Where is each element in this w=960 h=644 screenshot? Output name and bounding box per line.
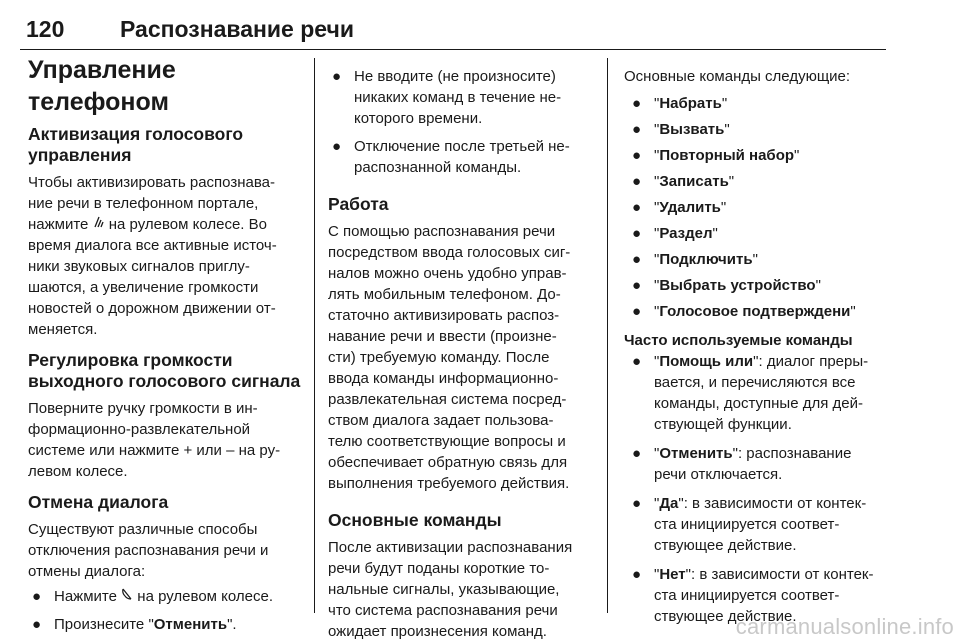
section-title-operation: Работа xyxy=(328,194,389,214)
text-line: ввода команды информационно- xyxy=(328,370,559,387)
command-name: Да xyxy=(659,495,679,512)
text-line: системе или нажмите + или – на ру- xyxy=(28,442,281,459)
text: ". xyxy=(227,616,237,633)
command-item: ● "Да": в зависимости от контек- ста инициируется соответ- ствующее действие. xyxy=(632,495,867,554)
bullet: ● xyxy=(632,303,642,320)
command-item: ● "Набрать" xyxy=(632,95,728,112)
bullet: ● xyxy=(632,495,642,512)
basic-command-list xyxy=(624,93,886,322)
text-line: ста инициируется соответ- xyxy=(654,516,840,533)
command-item: ● "Подключить" xyxy=(632,251,758,268)
text-line: что система распознавания речи xyxy=(328,602,558,619)
text-line: меняется. xyxy=(28,321,98,338)
command-name: Отменить xyxy=(659,445,733,462)
text-line: ствующее действие. xyxy=(654,537,797,554)
text-line: выполнения требуемого действия. xyxy=(328,475,570,492)
text-line: никаких команд в течение не- xyxy=(354,89,562,106)
command-name: Помощь или xyxy=(659,353,754,370)
column-divider-2 xyxy=(607,58,608,613)
list-item xyxy=(28,586,310,607)
text-line: Существуют различные способы xyxy=(28,521,258,538)
command-item: ● "Раздел" xyxy=(632,225,718,242)
text-line: сти) требуемую команду. После xyxy=(328,349,550,366)
bullet: ● xyxy=(632,277,642,294)
text-line: речи отключается. xyxy=(654,466,783,483)
command-name: Набрать xyxy=(659,95,722,112)
section-title-line: выходного голосового сигнала xyxy=(28,371,301,391)
phone-hangup-icon xyxy=(121,586,133,607)
bullet: ● xyxy=(32,588,42,605)
column-divider-1 xyxy=(314,58,315,613)
bullet: ● xyxy=(632,251,642,268)
text-line: обеспечивает обратную связь для xyxy=(328,454,568,471)
command-item: ● "Повторный набор" xyxy=(632,147,800,164)
command-name: Голосовое подтверждени xyxy=(659,303,851,320)
text: на рулевом колесе. xyxy=(133,588,273,605)
bullet: ● xyxy=(632,173,642,190)
paragraph-activation xyxy=(28,172,310,340)
command-item: ● "Удалить" xyxy=(632,199,727,216)
main-title: Управление телефоном xyxy=(28,56,176,116)
bullet: ● xyxy=(632,445,642,462)
section-title-cancel: Отмена диалога xyxy=(28,492,169,512)
command-name: Удалить xyxy=(659,199,721,216)
text: Произнесите " xyxy=(54,616,154,633)
column-3 xyxy=(624,54,886,635)
bullet: ● xyxy=(632,199,642,216)
paragraph-operation xyxy=(328,221,592,494)
text-line: После активизации распознавания xyxy=(328,539,573,556)
section-title-volume xyxy=(28,350,310,392)
text-line: С помощью распознавания речи xyxy=(328,223,556,240)
column-2 xyxy=(328,54,592,644)
text-line: налов можно очень удобно управ- xyxy=(328,265,567,282)
text-line: время диалога все активные источ- xyxy=(28,237,277,254)
text-line: левом колесе. xyxy=(28,463,128,480)
text-line: : диалог преры- xyxy=(758,353,869,370)
command-name: Выбрать устройство xyxy=(659,277,816,294)
command-item: ● "Выбрать устройство" xyxy=(632,277,821,294)
command-name: Записать xyxy=(659,173,729,190)
section-title-line: Активизация голосового xyxy=(28,124,244,144)
text-line: формационно-развлекательной xyxy=(28,421,251,438)
bullet: ● xyxy=(632,121,642,138)
text-line: отмены диалога: xyxy=(28,563,146,580)
text-line: которого времени. xyxy=(354,110,483,127)
text-line: : в зависимости от контек- xyxy=(690,566,874,583)
text-line: ста инициируется соответ- xyxy=(654,587,840,604)
command-name: Раздел xyxy=(659,225,713,242)
text-line: Не вводите (не произносите) xyxy=(354,68,556,85)
text-line: ники звуковых сигналов приглу- xyxy=(28,258,250,275)
column-1 xyxy=(28,54,310,642)
list-item xyxy=(328,136,592,178)
text-line: ствующее действие. xyxy=(654,608,797,625)
text-line: нальные сигналы, указывающие, xyxy=(328,581,560,598)
section-title-basic-commands: Основные команды xyxy=(328,510,502,530)
command-name: Подключить xyxy=(659,251,753,268)
section-title-faq-commands: Часто используемые команды xyxy=(624,332,853,349)
cancel-list xyxy=(28,586,310,635)
command-item: ● "Помощь или": диалог преры- вается, и перечисляются все команды, доступные для дей- ствующей функции. xyxy=(632,353,869,433)
text-line: ние речи в телефонном портале, xyxy=(28,195,259,212)
text: Нажмите xyxy=(54,588,122,605)
section-title-activation xyxy=(28,124,310,166)
text-line: нажмите xyxy=(28,216,93,233)
section-title-line: управления xyxy=(28,145,132,165)
text-line: шаются, а увеличение громкости xyxy=(28,279,259,296)
command-item: ● "Записать" xyxy=(632,173,735,190)
bullet: ● xyxy=(332,138,342,155)
text-line: речи будут поданы короткие то- xyxy=(328,560,550,577)
text-line: ожидает произнесения команд. xyxy=(328,623,547,640)
page-header xyxy=(20,6,886,50)
command-name: Вызвать xyxy=(659,121,725,138)
page-title: Распознавание речи xyxy=(120,16,354,42)
page-number: 120 xyxy=(26,16,65,42)
command-name: Повторный набор xyxy=(659,147,795,164)
command-item: ● "Голосовое подтверждени" xyxy=(632,303,856,320)
text-line: вается, и перечисляются все xyxy=(654,374,856,391)
text-line: распознанной команды. xyxy=(354,159,522,176)
bullet: ● xyxy=(32,616,42,633)
text-line: ством диалога задает пользова- xyxy=(328,412,554,429)
text-line: команды, доступные для дей- xyxy=(654,395,863,412)
paragraph-basic-commands xyxy=(328,537,592,642)
text-line: навание речи и ввести (произне- xyxy=(328,328,557,345)
text-line: посредством ввода голосовых сиг- xyxy=(328,244,571,261)
command-item: ● "Нет": в зависимости от контек- ста инициируется соответ- ствующее действие. xyxy=(632,566,874,625)
commands-intro: Основные команды следующие: xyxy=(624,68,851,85)
bullet: ● xyxy=(632,566,642,583)
command-item: ● "Отменить": распознавание речи отключается. xyxy=(632,445,852,483)
text-line: ствующей функции. xyxy=(654,416,792,433)
voice-icon xyxy=(93,214,105,235)
bullet: ● xyxy=(332,68,342,85)
text-line: Отключение после третьей не- xyxy=(354,138,570,155)
watermark: carmanualsonline.info xyxy=(735,614,954,639)
bullet: ● xyxy=(632,225,642,242)
bullet: ● xyxy=(632,353,642,370)
bullet: ● xyxy=(632,95,642,112)
text-line: развлекательная система посред- xyxy=(328,391,567,408)
command-name: Отменить xyxy=(153,616,228,633)
header-rule xyxy=(20,49,886,50)
command-item: ● "Вызвать" xyxy=(632,121,730,138)
text-line: Поверните ручку громкости в ин- xyxy=(28,400,258,417)
text-line: телю соответствующие вопросы и xyxy=(328,433,566,450)
text-line: : в зависимости от контек- xyxy=(683,495,867,512)
list-item xyxy=(28,614,310,635)
section-title-line: Регулировка громкости xyxy=(28,350,233,370)
text-line: : распознавание xyxy=(737,445,852,462)
paragraph-cancel xyxy=(28,519,310,582)
bullet: ● xyxy=(632,147,642,164)
paragraph-volume xyxy=(28,398,310,482)
faq-command-list xyxy=(624,351,886,627)
text-line: на рулевом колесе. Во xyxy=(104,216,267,233)
command-name: Нет xyxy=(659,566,686,583)
text-line: лять мобильным телефоном. До- xyxy=(328,286,561,303)
text-line: Чтобы активизировать распознава- xyxy=(28,174,275,191)
list-item xyxy=(328,66,592,129)
text-line: статочно активизировать распоз- xyxy=(328,307,560,324)
cancel-list-continued xyxy=(328,66,592,178)
text-line: отключения распознавания речи и xyxy=(28,542,269,559)
text-line: новостей о дорожном движении от- xyxy=(28,300,276,317)
